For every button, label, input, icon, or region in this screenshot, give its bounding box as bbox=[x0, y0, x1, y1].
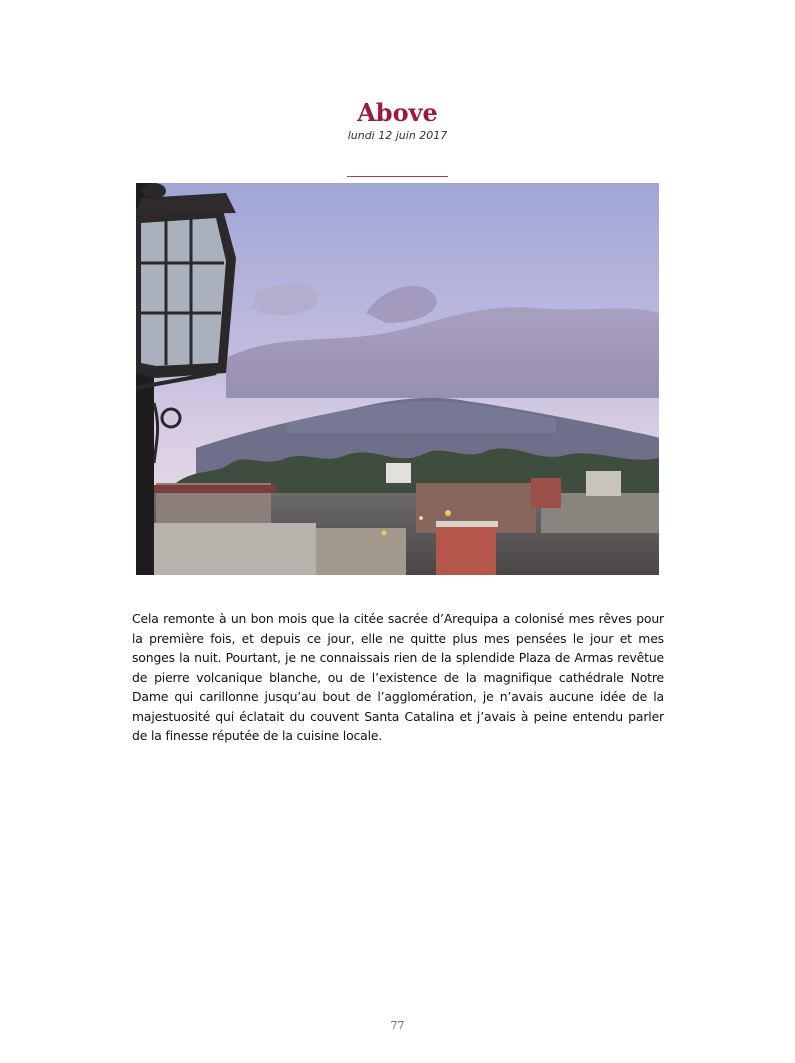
landscape-photo bbox=[136, 183, 659, 575]
article-paragraph: Cela remonte à un bon mois que la citée sacrée d’Arequipa a colonisé mes rêves pour la première fois, et depuis ce jour, elle ne quitte plus mes pensées le jour et mes songes la nuit. Pourtant, je ne connaissais rien de la splendide Plaza de Armas revêtue de pierre volcanique blanche, ou de l’existence de la magnifique cathédrale Notre Dame qui carillonne jusqu’au bout de l’agglomération, je n’avais aucune idée de la majestuosité qui éclatait du couvent Santa Catalina et j’avais à peine entendu parler de la finesse réputée de la cuisine locale. bbox=[132, 611, 664, 743]
title-divider bbox=[347, 176, 448, 177]
page-title: Above bbox=[357, 98, 438, 127]
post-date: lundi 12 juin 2017 bbox=[347, 129, 448, 142]
page-number: 77 bbox=[390, 1019, 405, 1032]
landscape-photo-icon bbox=[136, 183, 659, 575]
